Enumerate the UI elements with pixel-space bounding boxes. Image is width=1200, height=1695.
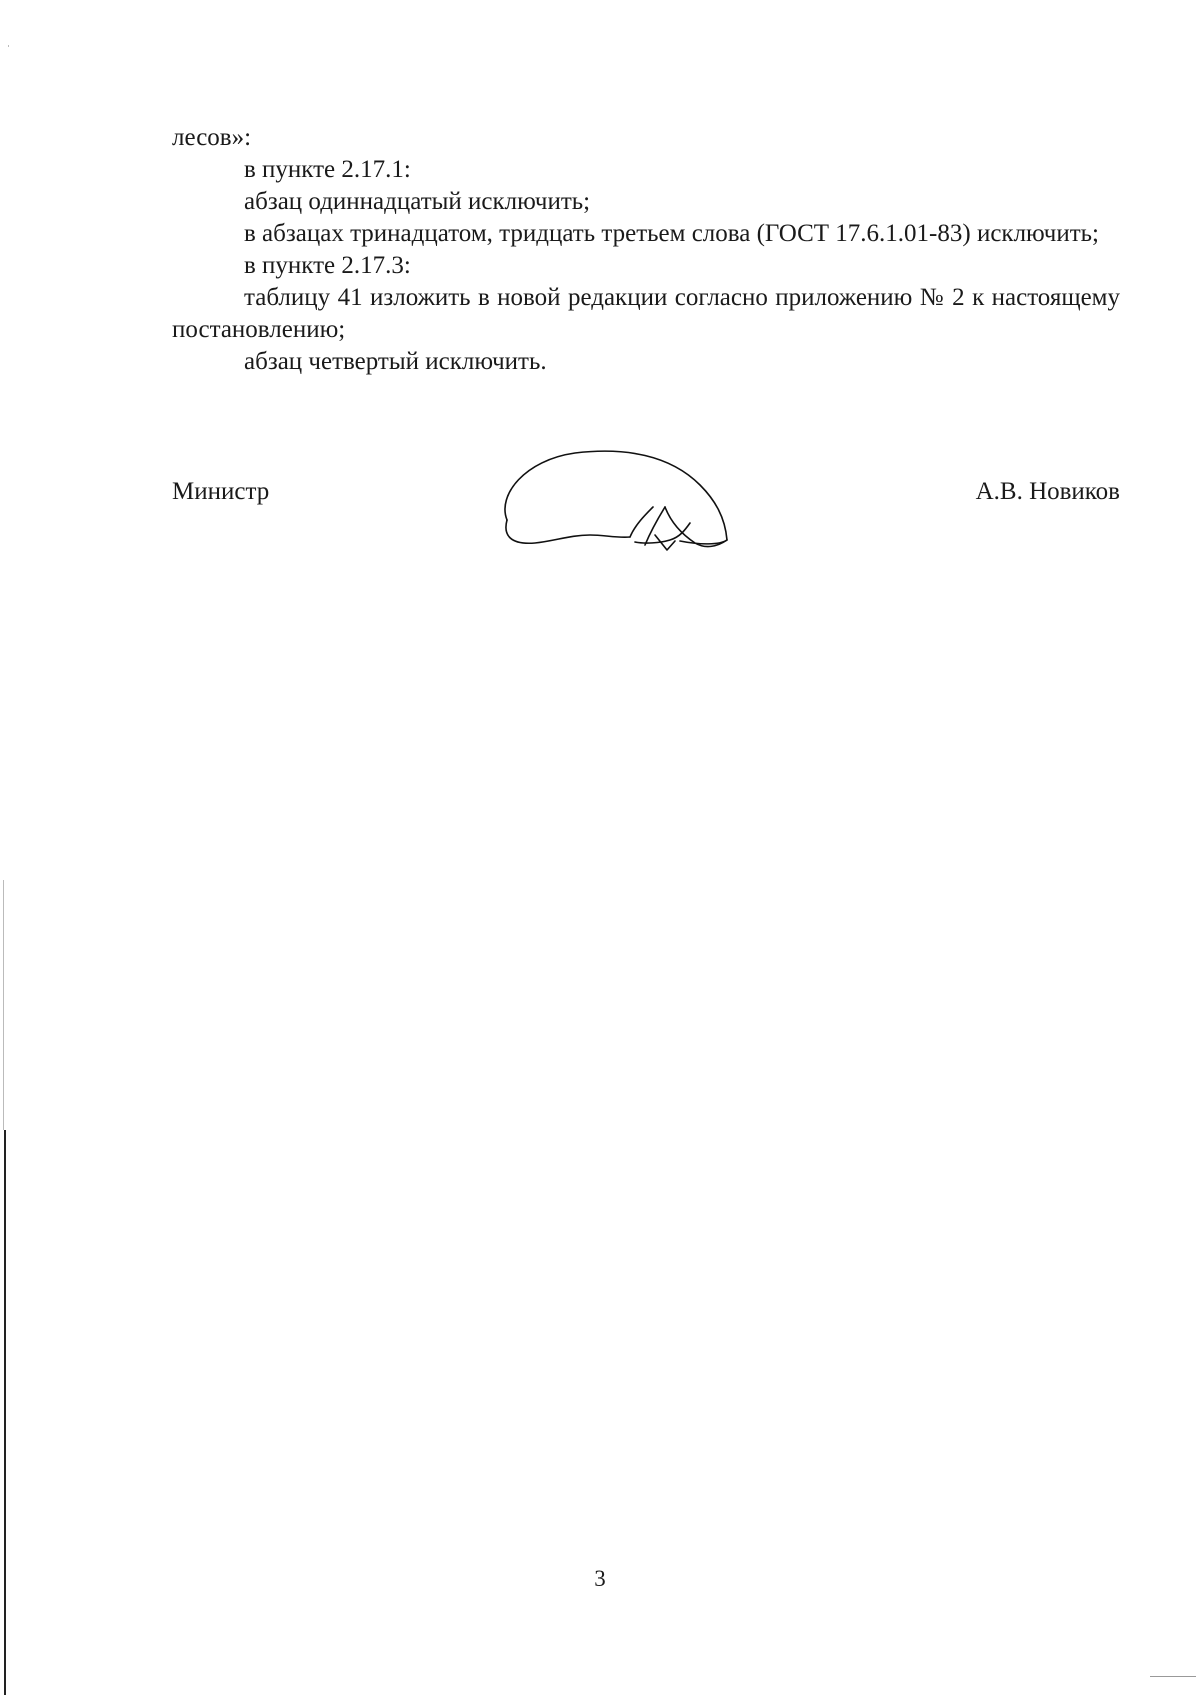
document-body <box>172 122 1120 378</box>
signatory-name: А.В. Новиков <box>975 478 1120 505</box>
paragraph: лесов»: <box>172 124 252 151</box>
paragraph: в пункте 2.17.1: <box>244 156 411 183</box>
scan-artifact <box>8 45 9 47</box>
signatory-title: Министр <box>172 478 270 505</box>
scan-edge <box>4 1130 6 1695</box>
page-number: 3 <box>594 1566 606 1591</box>
scan-edge <box>3 880 4 1130</box>
paragraph: абзац четвертый исключить. <box>244 348 547 375</box>
scan-artifact <box>1150 1676 1196 1677</box>
paragraph: в пункте 2.17.3: <box>244 252 411 279</box>
paragraph: таблицу 41 изложить в новой редакции согласно приложению № 2 к настоящему постановлению; <box>172 284 1120 343</box>
paragraph: в абзацах тринадцатом, тридцать третьем слова (ГОСТ 17.6.1.01-83) исключить; <box>244 220 1099 247</box>
paragraph: абзац одиннадцатый исключить; <box>244 188 591 215</box>
handwritten-signature <box>495 445 740 565</box>
